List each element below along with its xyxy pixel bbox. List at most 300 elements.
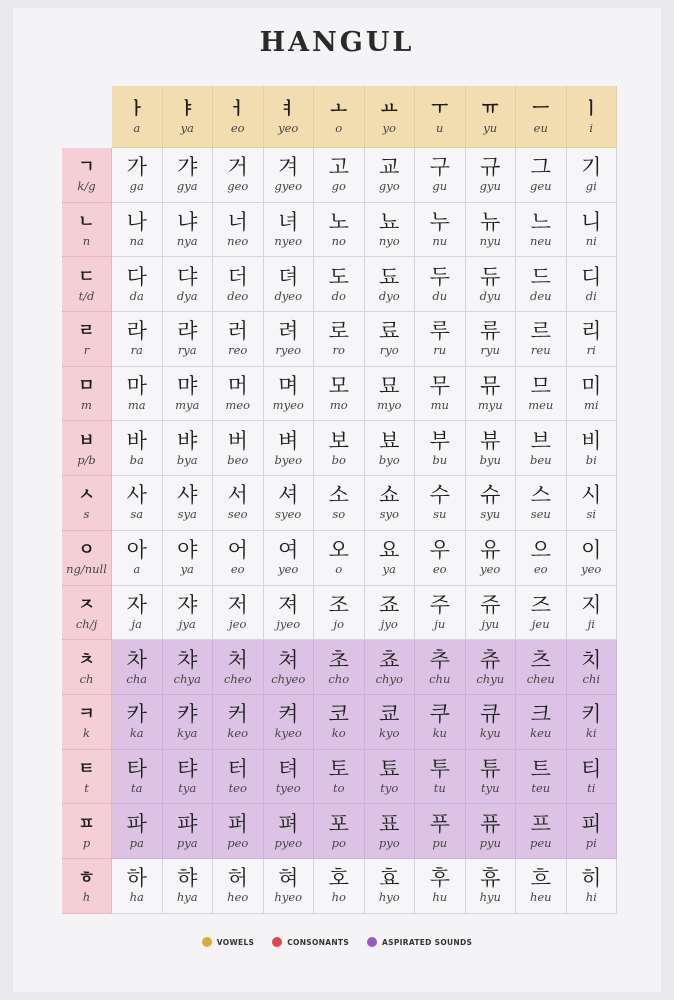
hangul-glyph: 뱌 [177, 428, 198, 453]
hangul-glyph: 로 [328, 319, 349, 344]
syllable-cell [567, 148, 618, 203]
hangul-glyph: 누 [429, 210, 450, 235]
consonant-header-cell [62, 312, 112, 367]
hangul-glyph: 초 [328, 647, 349, 672]
romanization: do [331, 288, 346, 303]
syllable-cell [365, 257, 416, 312]
syllable-cell [567, 421, 618, 476]
romanization: teo [228, 780, 247, 795]
hangul-glyph: 바 [126, 428, 147, 453]
syllable-cell [567, 203, 618, 258]
romanization: o [335, 562, 343, 577]
romanization: yeo [581, 562, 602, 577]
romanization: r [83, 343, 90, 358]
hangul-glyph: ㅂ [78, 430, 95, 451]
hangul-glyph: 추 [429, 647, 450, 672]
hangul-glyph: 이 [581, 538, 602, 563]
syllable-cell [466, 695, 517, 750]
syllable-cell [516, 476, 567, 531]
romanization: myu [477, 398, 503, 413]
legend-item-aspirated [367, 937, 472, 947]
hangul-glyph: 사 [126, 483, 147, 508]
romanization: chi [582, 671, 601, 686]
hangul-glyph: 피 [581, 811, 602, 836]
syllable-cell [365, 476, 416, 531]
hangul-glyph: 여 [278, 538, 299, 563]
syllable-cell [466, 531, 517, 586]
consonant-header-cell [62, 257, 112, 312]
legend-item-vowels [202, 937, 254, 947]
romanization: ga [129, 179, 144, 194]
romanization: ka [129, 726, 144, 741]
romanization: byeo [274, 452, 303, 467]
romanization: ya [180, 121, 194, 135]
syllable-cell [466, 203, 517, 258]
romanization: byo [378, 452, 400, 467]
syllable-cell [516, 750, 567, 805]
syllable-cell [415, 586, 466, 641]
table-corner [62, 86, 112, 148]
hangul-glyph: ㅠ [482, 99, 499, 119]
hangul-glyph: 샤 [177, 483, 198, 508]
romanization: reo [228, 343, 248, 358]
syllable-cell [264, 750, 315, 805]
aspirated-dot-icon [367, 937, 377, 947]
romanization: ro [332, 343, 345, 358]
hangul-glyph: 으 [530, 538, 551, 563]
romanization: syeo [275, 507, 302, 522]
syllable-cell [516, 804, 567, 859]
hangul-glyph: 고 [328, 155, 349, 180]
romanization: deo [227, 288, 249, 303]
syllable-cell [314, 203, 365, 258]
romanization: ra [130, 343, 143, 358]
hangul-glyph: 나 [126, 210, 147, 235]
romanization: ng/null [66, 562, 107, 577]
romanization: chya [173, 671, 201, 686]
syllable-cell [567, 531, 618, 586]
legend-label: ASPIRATED SOUNDS [382, 937, 473, 947]
romanization: tu [433, 780, 446, 795]
hangul-glyph: 흐 [530, 866, 551, 891]
syllable-cell [163, 476, 214, 531]
romanization: ha [129, 890, 144, 905]
hangul-glyph: ㅎ [78, 868, 95, 889]
syllable-cell [112, 148, 163, 203]
hangul-glyph: 쇼 [379, 483, 400, 508]
syllable-cell [516, 531, 567, 586]
syllable-cell [213, 750, 264, 805]
romanization: tyeo [275, 780, 301, 795]
romanization: syo [379, 507, 399, 522]
romanization: syu [480, 507, 501, 522]
romanization: geu [529, 179, 552, 194]
hangul-glyph: 크 [530, 702, 551, 727]
syllable-cell [112, 586, 163, 641]
syllable-cell [112, 640, 163, 695]
romanization: heo [227, 890, 249, 905]
romanization: jo [333, 616, 344, 631]
hangul-glyph: 호 [328, 866, 349, 891]
romanization: dyu [479, 288, 501, 303]
hangul-glyph: 쥬 [480, 592, 501, 617]
hangul-glyph: 펴 [278, 811, 299, 836]
hangul-glyph: 료 [379, 319, 400, 344]
syllable-cell [314, 531, 365, 586]
romanization: ma [127, 398, 146, 413]
syllable-cell [466, 421, 517, 476]
hangul-glyph: 쿠 [429, 702, 450, 727]
syllable-cell [163, 586, 214, 641]
consonant-header-cell [62, 367, 112, 422]
hangul-glyph: 처 [227, 647, 248, 672]
hangul-glyph: ㅊ [78, 649, 95, 670]
romanization: o [335, 121, 343, 135]
hangul-glyph: 토 [328, 756, 349, 781]
hangul-glyph: 서 [227, 483, 248, 508]
hangul-glyph: 버 [227, 428, 248, 453]
romanization: pu [432, 835, 448, 850]
romanization: tyo [380, 780, 399, 795]
hangul-glyph: 녀 [278, 210, 299, 235]
vowel-header-cell [213, 86, 264, 148]
syllable-cell [213, 640, 264, 695]
syllable-cell [415, 421, 466, 476]
romanization: nu [432, 234, 448, 249]
syllable-cell [365, 148, 416, 203]
syllable-cell [314, 750, 365, 805]
syllable-cell [365, 367, 416, 422]
hangul-glyph: 머 [227, 374, 248, 399]
syllable-cell [466, 312, 517, 367]
romanization: ku [432, 726, 447, 741]
hangul-glyph: 보 [328, 428, 349, 453]
romanization: seo [227, 507, 248, 522]
romanization: beu [529, 452, 552, 467]
romanization: na [129, 234, 144, 249]
vowel-header-cell [567, 86, 618, 148]
syllable-cell [415, 367, 466, 422]
consonant-header-cell [62, 476, 112, 531]
romanization: bya [176, 452, 198, 467]
hangul-glyph: 우 [429, 538, 450, 563]
romanization: yu [483, 121, 498, 135]
consonant-header-cell [62, 640, 112, 695]
romanization: h [82, 890, 91, 905]
hangul-glyph: 혀 [278, 866, 299, 891]
romanization: p/b [77, 452, 96, 467]
syllable-cell [365, 640, 416, 695]
romanization: ni [585, 234, 597, 249]
romanization: po [331, 835, 346, 850]
romanization: m [81, 398, 92, 413]
romanization: mu [430, 398, 449, 413]
hangul-glyph: 부 [429, 428, 450, 453]
syllable-cell [516, 312, 567, 367]
hangul-glyph: ㅣ [583, 99, 600, 119]
romanization: neo [227, 234, 249, 249]
romanization: chyeo [271, 671, 306, 686]
hangul-glyph: 두 [429, 264, 450, 289]
syllable-cell [163, 531, 214, 586]
romanization: so [332, 507, 346, 522]
syllable-cell [163, 367, 214, 422]
romanization: ji [587, 616, 595, 631]
syllable-cell [112, 257, 163, 312]
hangul-glyph: 묘 [379, 374, 400, 399]
syllable-cell [213, 859, 264, 914]
hangul-glyph: ㄱ [78, 157, 95, 178]
romanization: dyeo [274, 288, 303, 303]
syllable-cell [213, 531, 264, 586]
hangul-glyph: 야 [177, 538, 198, 563]
vowel-header-cell [314, 86, 365, 148]
hangul-glyph: 그 [530, 155, 551, 180]
hangul-glyph: ㅗ [330, 99, 347, 119]
hangul-glyph: 뎌 [278, 264, 299, 289]
syllable-cell [567, 859, 618, 914]
syllable-cell [516, 695, 567, 750]
romanization: kyu [479, 726, 501, 741]
hangul-glyph: 미 [581, 374, 602, 399]
romanization: mo [329, 398, 348, 413]
romanization: mya [175, 398, 200, 413]
hangul-glyph: 차 [126, 647, 147, 672]
romanization: meo [225, 398, 251, 413]
romanization: p [82, 835, 91, 850]
romanization: keu [530, 726, 552, 741]
syllable-cell [314, 421, 365, 476]
romanization: gyeo [274, 179, 303, 194]
romanization: du [432, 288, 448, 303]
hangul-glyph: 뇨 [379, 210, 400, 235]
hangul-glyph: 캬 [177, 702, 198, 727]
hangul-glyph: ㅁ [78, 376, 95, 397]
consonant-header-cell [62, 586, 112, 641]
romanization: bu [432, 452, 448, 467]
syllable-cell [314, 586, 365, 641]
romanization: tyu [480, 780, 500, 795]
romanization: yeo [480, 562, 501, 577]
hangul-glyph: 도 [328, 264, 349, 289]
hangul-glyph: 뉴 [480, 210, 501, 235]
syllable-cell [163, 804, 214, 859]
romanization: cho [328, 671, 350, 686]
romanization: di [585, 288, 597, 303]
legend-label: CONSONANTS [287, 937, 350, 947]
syllable-cell [365, 695, 416, 750]
romanization: heu [529, 890, 552, 905]
hangul-glyph: ㅌ [78, 758, 95, 779]
hangul-glyph: ㅓ [229, 99, 246, 119]
syllable-cell [567, 695, 618, 750]
consonant-dot-icon [272, 937, 282, 947]
romanization: teu [531, 780, 551, 795]
syllable-cell [112, 476, 163, 531]
hangul-glyph: 노 [328, 210, 349, 235]
vowel-header-cell [112, 86, 163, 148]
romanization: bi [585, 452, 597, 467]
legend-item-consonants [272, 937, 349, 947]
vowel-header-cell [365, 86, 416, 148]
hangul-glyph: 퍄 [177, 811, 198, 836]
syllable-cell [415, 148, 466, 203]
romanization: jeo [229, 616, 247, 631]
hangul-glyph: ㅏ [128, 99, 145, 119]
syllable-cell [466, 586, 517, 641]
hangul-glyph: 수 [429, 483, 450, 508]
romanization: cheu [526, 671, 555, 686]
romanization: s [83, 507, 90, 522]
syllable-cell [112, 203, 163, 258]
romanization: ya [382, 562, 396, 577]
hangul-glyph: 프 [530, 811, 551, 836]
hangul-glyph: 지 [581, 592, 602, 617]
hangul-glyph: 튜 [480, 756, 501, 781]
hangul-glyph: 드 [530, 264, 551, 289]
romanization: sya [177, 507, 197, 522]
romanization: myo [377, 398, 402, 413]
romanization: ryu [480, 343, 500, 358]
syllable-cell [516, 203, 567, 258]
hangul-glyph: 교 [379, 155, 400, 180]
romanization: pyu [479, 835, 501, 850]
romanization: hyu [479, 890, 501, 905]
romanization: gyo [378, 179, 400, 194]
syllable-cell [516, 148, 567, 203]
hangul-glyph: ㅜ [431, 99, 448, 119]
hangul-glyph: 텨 [278, 756, 299, 781]
romanization: gyu [479, 179, 501, 194]
syllable-cell [466, 367, 517, 422]
syllable-cell [264, 586, 315, 641]
syllable-cell [314, 804, 365, 859]
hangul-glyph: 터 [227, 756, 248, 781]
hangul-glyph: 후 [429, 866, 450, 891]
hangul-glyph: 뷰 [480, 428, 501, 453]
syllable-cell [112, 421, 163, 476]
syllable-cell [264, 148, 315, 203]
hangul-glyph: 느 [530, 210, 551, 235]
hangul-glyph: 르 [530, 319, 551, 344]
syllable-cell [567, 312, 618, 367]
syllable-cell [163, 640, 214, 695]
hangul-glyph: 비 [581, 428, 602, 453]
syllable-cell [213, 804, 264, 859]
romanization: beo [227, 452, 249, 467]
romanization: chyo [375, 671, 403, 686]
hangul-glyph: 뵤 [379, 428, 400, 453]
syllable-cell [163, 257, 214, 312]
hangul-glyph: 므 [530, 374, 551, 399]
hangul-glyph: 더 [227, 264, 248, 289]
romanization: hyeo [274, 890, 303, 905]
consonant-header-cell [62, 531, 112, 586]
romanization: k [83, 726, 90, 741]
romanization: ja [131, 616, 142, 631]
hangul-glyph: 러 [227, 319, 248, 344]
syllable-cell [365, 421, 416, 476]
romanization: deu [529, 288, 552, 303]
syllable-cell [314, 695, 365, 750]
syllable-cell [415, 203, 466, 258]
syllable-cell [365, 859, 416, 914]
hangul-glyph: 휴 [480, 866, 501, 891]
syllable-cell [112, 804, 163, 859]
page-title: HANGUL [259, 27, 415, 58]
romanization: sa [130, 507, 144, 522]
syllable-cell [365, 804, 416, 859]
romanization: ya [180, 562, 194, 577]
romanization: yeo [278, 121, 299, 135]
romanization: t [84, 780, 89, 795]
syllable-cell [264, 804, 315, 859]
hangul-glyph: 치 [581, 647, 602, 672]
romanization: jeu [531, 616, 550, 631]
romanization: k/g [77, 179, 96, 194]
syllable-cell [264, 257, 315, 312]
syllable-cell [567, 804, 618, 859]
consonant-header-cell [62, 804, 112, 859]
syllable-cell [213, 421, 264, 476]
romanization: yeo [278, 562, 299, 577]
hangul-glyph: 루 [429, 319, 450, 344]
hangul-glyph: 아 [126, 538, 147, 563]
romanization: chu [429, 671, 451, 686]
consonant-header-cell [62, 859, 112, 914]
hangul-glyph: ㄹ [78, 321, 95, 342]
hangul-glyph: 조 [328, 592, 349, 617]
syllable-cell [264, 312, 315, 367]
romanization: t/d [78, 288, 95, 303]
romanization: peu [529, 835, 552, 850]
romanization: i [589, 121, 594, 135]
hangul-glyph: 요 [379, 538, 400, 563]
syllable-cell [163, 859, 214, 914]
hangul-glyph: 슈 [480, 483, 501, 508]
hangul-glyph: 투 [429, 756, 450, 781]
syllable-cell [415, 804, 466, 859]
hangul-glyph: 죠 [379, 592, 400, 617]
hangul-glyph: 파 [126, 811, 147, 836]
syllable-cell [516, 586, 567, 641]
hangul-glyph: 코 [328, 702, 349, 727]
syllable-cell [163, 148, 214, 203]
hangul-glyph: 됴 [379, 264, 400, 289]
hangul-glyph: ㅍ [78, 813, 95, 834]
romanization: n [82, 234, 91, 249]
hangul-glyph: 큐 [480, 702, 501, 727]
syllable-cell [163, 421, 214, 476]
syllable-cell [466, 750, 517, 805]
hangul-glyph: 탸 [177, 756, 198, 781]
syllable-cell [213, 476, 264, 531]
syllable-cell [163, 695, 214, 750]
romanization: ti [587, 780, 596, 795]
syllable-cell [516, 421, 567, 476]
syllable-cell [516, 640, 567, 695]
hangul-glyph: 벼 [278, 428, 299, 453]
hangul-glyph: 효 [379, 866, 400, 891]
romanization: peo [227, 835, 249, 850]
hangul-glyph: 퓨 [480, 811, 501, 836]
hangul-glyph: 쳐 [278, 647, 299, 672]
romanization: ba [129, 452, 144, 467]
romanization: nyo [378, 234, 400, 249]
hangul-glyph: 켜 [278, 702, 299, 727]
romanization: eo [230, 121, 245, 135]
vowel-header-cell [466, 86, 517, 148]
